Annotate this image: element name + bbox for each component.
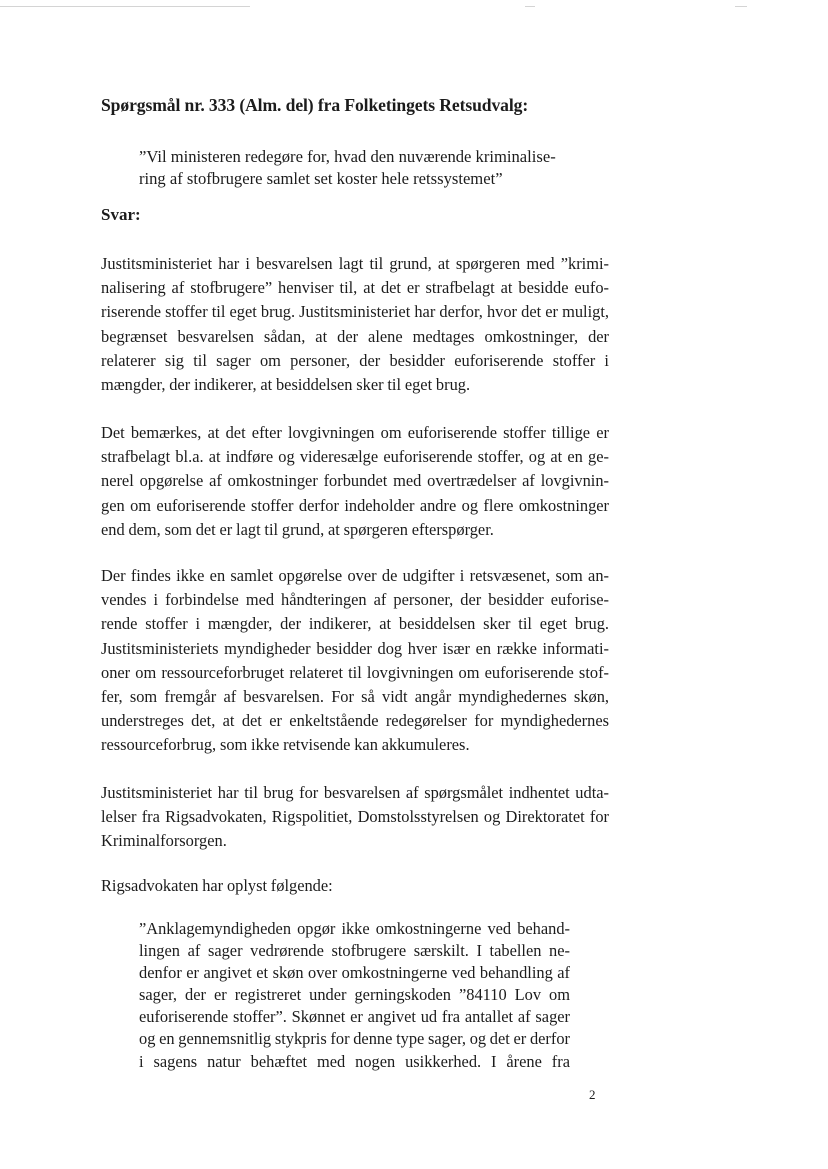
answer-paragraph: Justitsministeriet har til brug for besvarelsen af spørgsmålet indhentet udtalelser fra Rigsadvokaten, Rigspolitiet, Domstolsstyrelsen og Direktoratet for Kriminalforsorgen. xyxy=(101,783,609,851)
question-heading: Spørgsmål nr. 333 (Alm. del) fra Folketingets Retsudvalg: xyxy=(101,95,529,115)
answer-paragraph: Rigsadvokaten har oplyst følgende: xyxy=(101,876,333,895)
question-line: ring af stofbrugere samlet set koster hele retssystemet” xyxy=(139,169,503,188)
answer-paragraph: Der findes ikke en samlet opgørelse over de udgifter i retsvæsenet, som anvendes i forbindelse med håndteringen af personer, der besidder euforiserende stoffer i mængder, der indikerer, at besiddelsen sker til eget brug. Justitsministeriets myndigheder besidder dog hver især en række informationer om ressourceforbruget relateret til lovgivningen om euforiserende stoffer, som fremgår af besvarelsen. For så vidt angår myndighedernes skøn, understreges det, at det er enkeltstående redegørelser for myndighedernes ressourceforbrug, som ikke retvisende kan akkumuleres. xyxy=(101,566,609,755)
question-quote xyxy=(139,146,579,190)
page-number: 2 xyxy=(589,1087,596,1102)
question-line: ”Vil ministeren redegøre for, hvad den nuværende kriminalise- xyxy=(139,147,556,166)
rigsadvokat-quote: ”Anklagemyndigheden opgør ikke omkostningerne ved behandlingen af sager vedrørende stofbrugere særskilt. I tabellen nedenfor er angivet et skøn over omkostningerne ved behandling af sager, der er registreret under gerningskoden ”84110 Lov om euforiserende stoffer”. Skønnet er angivet ud fra antallet af sager og en gennemsnitlig stykpris for denne type sager, og det er derfor i sagens natur behæftet med nogen usikkerhed. I årene fra xyxy=(139,919,570,1071)
answer-paragraph: Justitsministeriet har i besvarelsen lagt til grund, at spørgeren med ”kriminalisering af stofbrugere” henviser til, at det er strafbelagt at besidde euforiserende stoffer til eget brug. Justitsministeriet har derfor, hvor det er muligt, begrænset besvarelsen sådan, at der alene medtages omkostninger, der relaterer sig til sager om personer, der besidder euforiserende stoffer i mængder, der indikerer, at besiddelsen sker til eget brug. xyxy=(101,254,609,395)
answer-paragraph: Det bemærkes, at det efter lovgivningen om euforiserende stoffer tillige er strafbelagt bl.a. at indføre og videresælge euforiserende stoffer, og at en generel opgørelse af omkostninger forbundet med overtrædelser af lovgivningen om euforiserende stoffer derfor indeholder andre og flere omkostninger end dem, som det er lagt til grund, at spørgeren efterspørger. xyxy=(101,423,609,539)
answer-label: Svar: xyxy=(101,205,141,224)
